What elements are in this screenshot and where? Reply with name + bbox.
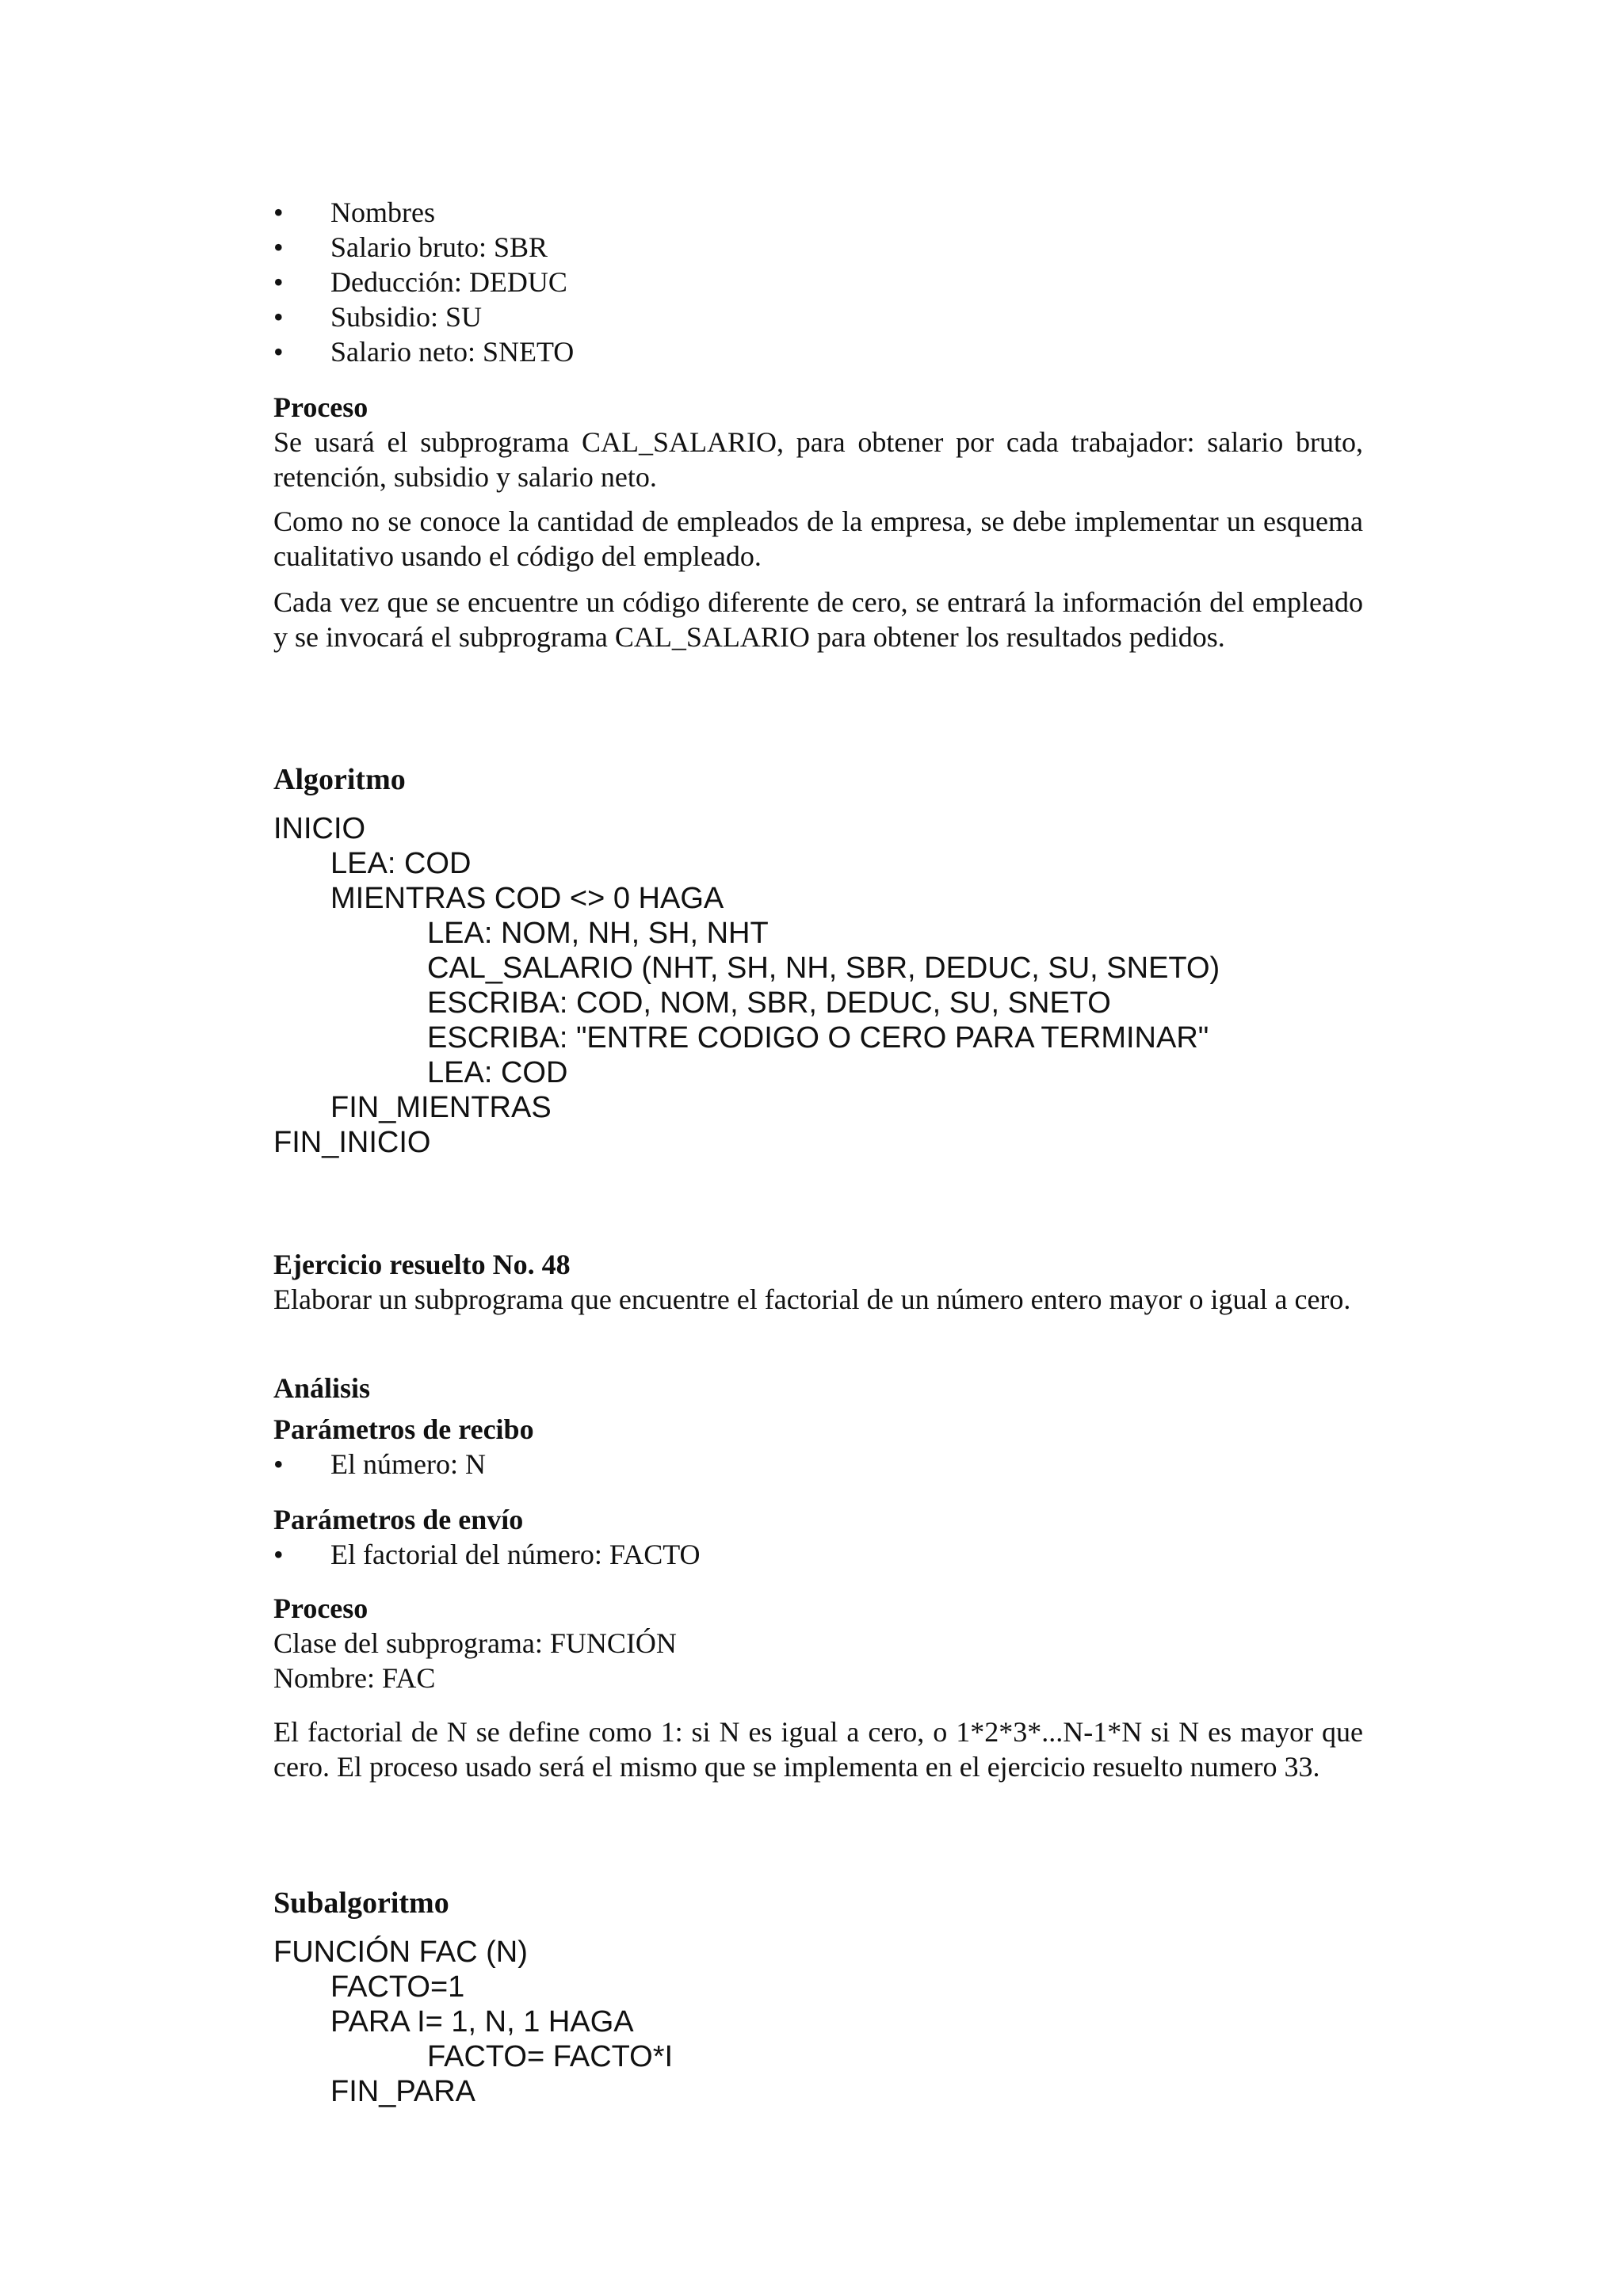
code-line: FIN_MIENTRAS xyxy=(330,1091,552,1124)
code-line: FUNCIÓN FAC (N) xyxy=(273,1936,528,1969)
bullet-icon: • xyxy=(273,1539,284,1570)
list-item-text: Subsidio: SU xyxy=(330,301,483,333)
list-item-text: Nombres xyxy=(330,196,435,228)
section-heading: Parámetros de envío xyxy=(273,1504,524,1535)
code-line: PARA I= 1, N, 1 HAGA xyxy=(330,2005,634,2039)
bullet-icon: • xyxy=(273,1448,284,1480)
code-line: LEA: COD xyxy=(427,1056,568,1089)
paragraph: Como no se conoce la cantidad de empleados de la empresa, se debe implementar un esquema cualitativo usando el código del empleado. xyxy=(273,505,1363,572)
section-heading: Parámetros de recibo xyxy=(273,1413,534,1445)
section-heading: Proceso xyxy=(273,1592,369,1624)
code-line: INICIO xyxy=(273,812,366,845)
code-line: ESCRIBA: COD, NOM, SBR, DEDUC, SU, SNETO xyxy=(427,986,1111,1020)
bullet-icon: • xyxy=(273,336,284,368)
list-item-text: Salario bruto: SBR xyxy=(330,231,548,263)
code-line: FACTO=1 xyxy=(330,1970,465,2004)
code-line: LEA: NOM, NH, SH, NHT xyxy=(427,917,769,950)
bullet-icon: • xyxy=(273,196,284,228)
section-heading: Proceso xyxy=(273,391,369,423)
text-line: Nombre: FAC xyxy=(273,1662,436,1694)
list-item-text: Salario neto: SNETO xyxy=(330,336,575,368)
exercise-heading: Ejercicio resuelto No. 48 xyxy=(273,1249,571,1280)
code-line: FIN_INICIO xyxy=(273,1126,431,1159)
code-line: ESCRIBA: "ENTRE CODIGO O CERO PARA TERMINAR" xyxy=(427,1021,1209,1055)
list-item-text: Deducción: DEDUC xyxy=(330,266,567,298)
list-item-text: El factorial del número: FACTO xyxy=(330,1539,701,1570)
text-line: Clase del subprograma: FUNCIÓN xyxy=(273,1627,677,1659)
section-heading: Análisis xyxy=(273,1372,371,1404)
code-line: LEA: COD xyxy=(330,847,472,880)
code-line: CAL_SALARIO (NHT, SH, NH, SBR, DEDUC, SU, SNETO) xyxy=(427,952,1220,985)
list-item-text: El número: N xyxy=(330,1448,486,1480)
exercise-statement: Elaborar un subprograma que encuentre el factorial de un número entero mayor o igual a cero. xyxy=(273,1283,1351,1315)
code-line: FACTO= FACTO*I xyxy=(427,2040,674,2073)
section-heading: Subalgoritmo xyxy=(273,1886,449,1920)
bullet-icon: • xyxy=(273,301,284,333)
paragraph: Se usará el subprograma CAL_SALARIO, para obtener por cada trabajador: salario bruto, retención, subsidio y salario neto. xyxy=(273,426,1363,493)
bullet-icon: • xyxy=(273,266,284,298)
section-heading: Algoritmo xyxy=(273,763,406,796)
paragraph: El factorial de N se define como 1: si N es igual a cero, o 1*2*3*...N-1*N si N es mayor que cero. El proceso usado será el mismo que se implementa en el ejercicio resuelto numero 33. xyxy=(273,1716,1363,1783)
bullet-icon: • xyxy=(273,231,284,263)
code-line: MIENTRAS COD <> 0 HAGA xyxy=(330,882,724,915)
code-line: FIN_PARA xyxy=(330,2075,476,2108)
paragraph: Cada vez que se encuentre un código diferente de cero, se entrará la información del empleado y se invocará el subprograma CAL_SALARIO para obtener los resultados pedidos. xyxy=(273,586,1363,653)
